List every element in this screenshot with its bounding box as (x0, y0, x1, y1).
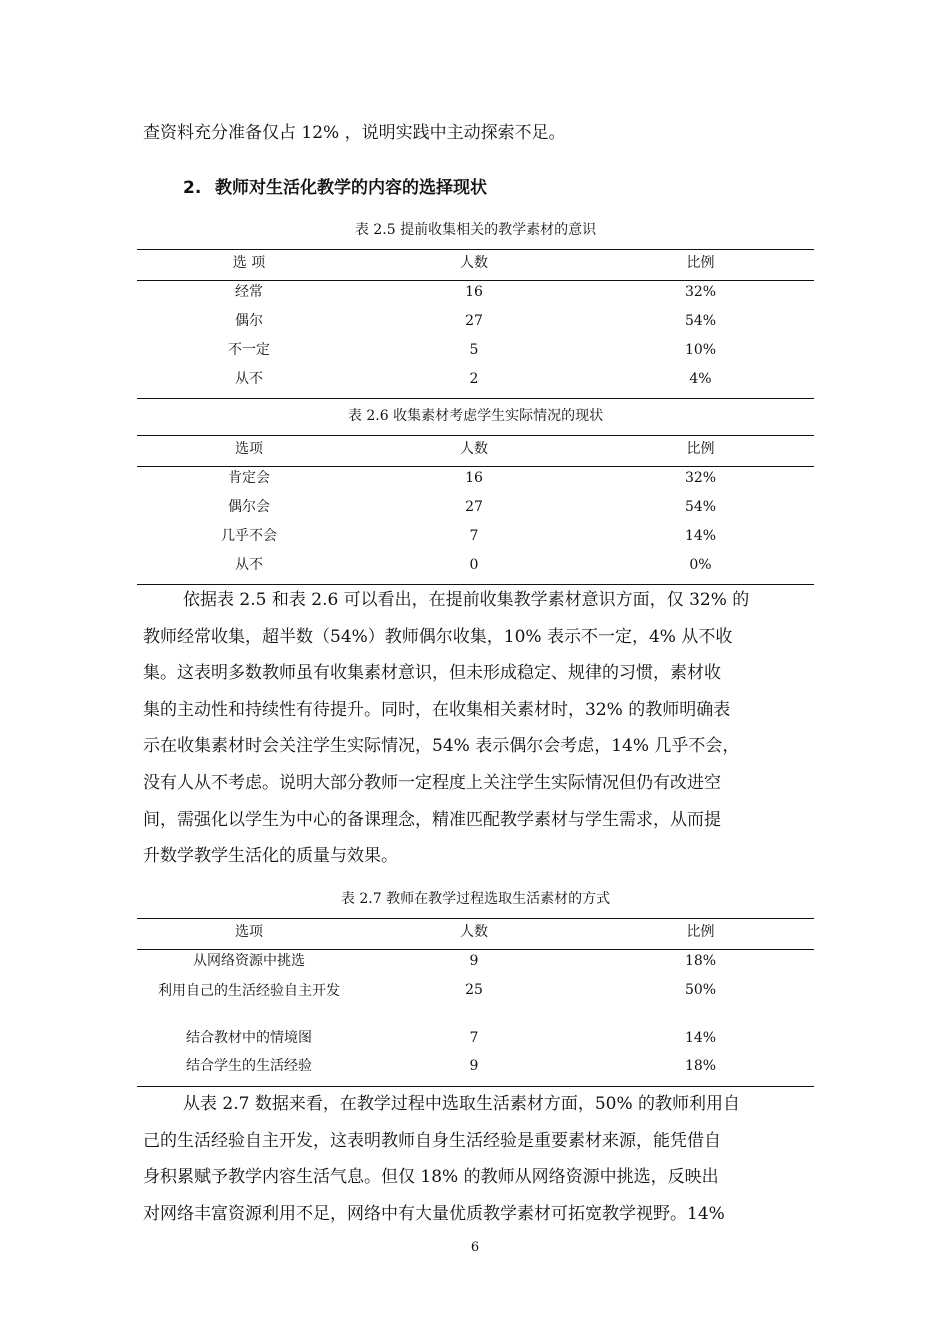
paragraph-line: 依据表 2.5 和表 2.6 可以看出，在提前收集教学素材意识方面，仅 32% 的 (183, 590, 750, 610)
table-cell: 54% (684, 499, 717, 515)
table-top-rule (137, 249, 814, 250)
paragraph-line: 集。这表明多数教师虽有收集素材意识，但未形成稳定、规律的习惯，素材收 (143, 663, 721, 684)
paragraph-line: 集的主动性和持续性有待提升。同时，在收集相关素材时，32% 的教师明确表 (143, 699, 731, 720)
paragraph-line: 间，需强化以学生为中心的备课理念，精准匹配教学素材与学生需求，从而提 (143, 809, 721, 830)
table-2-7-caption: 表 2.7 教师在教学过程选取生活素材的方式 (340, 891, 611, 907)
table-header: 人数 (460, 441, 488, 457)
table-cell: 32% (684, 284, 717, 300)
table-cell: 10% (684, 342, 717, 358)
table-header-rule (137, 949, 814, 950)
table-2-5-caption: 表 2.5 提前收集相关的教学素材的意识 (354, 222, 597, 238)
paragraph-line: 己的生活经验自主开发，这表明教师自身生活经验是重要素材来源，能凭借自 (143, 1130, 721, 1151)
table-cell: 从网络资源中挑选 (193, 953, 305, 969)
table-header: 比例 (686, 924, 715, 940)
body-paragraph (143, 1086, 811, 1232)
table-cell: 54% (684, 313, 717, 329)
table-cell: 27 (465, 499, 483, 515)
table-header: 比例 (686, 441, 715, 457)
table-header: 人数 (460, 255, 488, 271)
table-cell: 从不 (235, 557, 263, 573)
table-2-6-caption: 表 2.6 收集素材考虑学生实际情况的现状 (347, 408, 604, 424)
table-cell: 4% (689, 371, 712, 387)
table-cell: 18% (684, 953, 717, 969)
table-header: 选 项 (232, 255, 266, 271)
table-header-rule (137, 466, 814, 467)
paragraph-line: 教师经常收集，超半数（54%）教师偶尔收集，10% 表示不一定，4% 从不收 (143, 626, 733, 647)
table-cell: 5 (469, 342, 479, 358)
table-header: 人数 (460, 924, 488, 940)
table-cell: 18% (684, 1058, 717, 1074)
table-header-rule (137, 280, 814, 281)
table-cell: 经常 (235, 284, 263, 300)
paragraph-line: 没有人从不考虑。说明大部分教师一定程度上关注学生实际情况但仍有改进空 (143, 772, 721, 793)
table-cell: 0 (469, 557, 479, 573)
paragraph-line: 对网络丰富资源利用不足，网络中有大量优质教学素材可拓宽教学视野。14% (143, 1203, 725, 1224)
paragraph-line: 身积累赋予教学内容生活气息。但仅 18% 的教师从网络资源中挑选，反映出 (143, 1167, 719, 1188)
table-header: 选项 (235, 924, 263, 940)
table-cell: 利用自己的生活经验自主开发 (158, 983, 340, 999)
table-cell: 25 (465, 982, 483, 998)
paragraph-line: 升数学教学生活化的质量与效果。 (143, 846, 398, 867)
body-paragraph (143, 582, 811, 875)
table-cell: 从不 (235, 371, 263, 387)
table-cell: 14% (684, 1030, 717, 1046)
table-top-rule (137, 918, 814, 919)
table-cell: 不一定 (228, 342, 270, 358)
table-cell: 结合教材中的情境图 (186, 1030, 312, 1046)
table-bottom-rule (137, 398, 814, 399)
table-cell: 结合学生的生活经验 (186, 1058, 312, 1074)
table-cell: 偶尔会 (228, 499, 270, 515)
section-number: 2. (183, 178, 202, 198)
page-number: 6 (470, 1240, 480, 1255)
paragraph-line: 示在收集素材时会关注学生实际情况，54% 表示偶尔会考虑，14% 几乎不会， (143, 736, 740, 757)
table-cell: 7 (469, 1030, 479, 1046)
table-cell: 肯定会 (228, 470, 270, 486)
table-cell: 2 (469, 371, 479, 387)
table-header: 选项 (235, 441, 263, 457)
table-cell: 27 (465, 313, 483, 329)
table-cell: 偶尔 (235, 313, 263, 329)
table-cell: 50% (684, 982, 717, 998)
intro-line: 查资料充分准备仅占 12% ，说明实践中主动探索不足。 (143, 123, 566, 143)
table-header: 比例 (686, 255, 715, 271)
paragraph-line: 从表 2.7 数据来看，在教学过程中选取生活素材方面，50% 的教师利用自 (183, 1094, 741, 1114)
table-top-rule (137, 435, 814, 436)
table-cell: 9 (469, 1058, 479, 1074)
table-cell: 16 (465, 470, 483, 486)
table-cell: 0% (689, 557, 712, 573)
table-cell: 16 (465, 284, 483, 300)
table-cell: 14% (684, 528, 717, 544)
table-cell: 7 (469, 528, 479, 544)
section-title: 教师对生活化教学的内容的选择现状 (215, 178, 487, 198)
section-heading (183, 173, 487, 198)
table-cell: 9 (469, 953, 479, 969)
table-cell: 32% (684, 470, 717, 486)
table-cell: 几乎不会 (221, 528, 277, 544)
